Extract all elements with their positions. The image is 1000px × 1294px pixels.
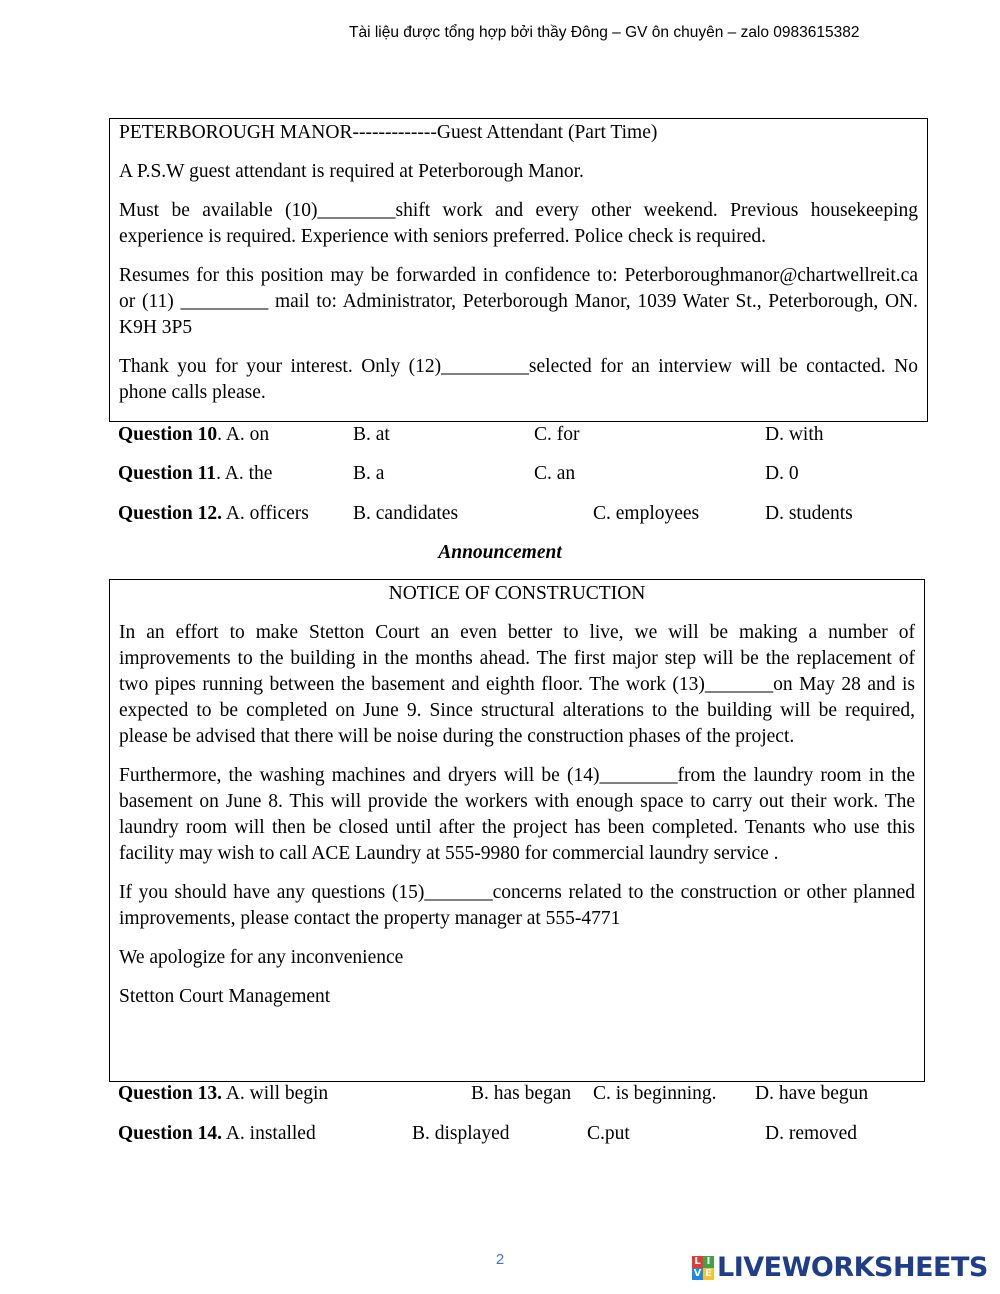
question-13-option-c[interactable]: C. is beginning. — [593, 1083, 717, 1104]
question-12-option-d[interactable]: D. students — [765, 503, 853, 524]
header-note: Tài liệu được tổng hợp bởi thầy Đông – GV ôn chuyên – zalo 0983615382 — [349, 24, 860, 41]
ad-paragraph-3: Resumes for this position may be forwarded in confidence to: Peterboroughmanor@chartwellreit.ca or (11) _________ mail to: Administrator, Peterborough Manor, 1039 Water St., Peterborough, ON. K9H 3P5 — [119, 265, 918, 338]
notice-signature: Stetton Court Management — [119, 986, 331, 1007]
notice-box — [109, 579, 925, 1082]
notice-paragraph-4: We apologize for any inconvenience — [119, 947, 404, 968]
notice-paragraph-3: If you should have any questions (15)_______concerns related to the construction or other planned improvements, please contact the property manager at 555-4771 — [119, 882, 915, 929]
liveworksheets-logo-text: LIVEWORKSHEETS — [717, 1252, 988, 1283]
question-11-row — [118, 461, 918, 487]
question-11-option-d[interactable]: D. 0 — [765, 463, 799, 484]
question-13-option-b[interactable]: B. has began — [471, 1083, 572, 1104]
liveworksheets-logo-icon: L I V E — [692, 1256, 714, 1280]
question-13-option-d[interactable]: D. have begun — [755, 1083, 869, 1104]
job-ad-box — [109, 118, 928, 422]
question-12-row — [118, 501, 918, 527]
question-10-row — [118, 422, 918, 448]
question-10-option-b[interactable]: B. at — [353, 424, 390, 445]
notice-heading: NOTICE OF CONSTRUCTION — [388, 583, 646, 604]
question-11-label: Question 11. A. the — [118, 463, 273, 484]
question-13-label: Question 13. A. will begin — [118, 1083, 329, 1104]
question-12-option-b[interactable]: B. candidates — [353, 503, 459, 524]
question-14-label: Question 14. A. installed — [118, 1123, 316, 1144]
question-11-option-b[interactable]: B. a — [353, 463, 385, 484]
question-14-row — [118, 1121, 918, 1147]
ad-paragraph-2: Must be available (10)________shift work and every other weekend. Previous housekeeping experience is required. Experience with seniors preferred. Police check is required. — [119, 200, 918, 247]
question-12-label: Question 12. A. officers — [118, 503, 309, 524]
question-10-option-c[interactable]: C. for — [534, 424, 580, 445]
liveworksheets-logo[interactable] — [692, 1252, 988, 1284]
question-10-option-d[interactable]: D. with — [765, 424, 824, 445]
question-12-option-c[interactable]: C. employees — [593, 503, 700, 524]
page-number: 2 — [495, 1251, 505, 1268]
notice-paragraph-1: In an effort to make Stetton Court an even better to live, we will be making a number of improvements to the building in the months ahead. The first major step will be the replacement of two pipes running between the basement and eighth floor. The work (13)_______on May 28 and is expected to be completed on June 9. Since structural alterations to the building will be required, please be advised that there will be noise during the construction phases of the project. — [119, 622, 915, 747]
question-14-option-d[interactable]: D. removed — [765, 1123, 858, 1144]
section-title-announcement: Announcement — [438, 542, 562, 563]
question-14-option-b[interactable]: B. displayed — [412, 1123, 510, 1144]
notice-paragraph-2: Furthermore, the washing machines and dryers will be (14)________from the laundry room in the basement on June 8. This will provide the workers with enough space to carry out their work. The laundry room will then be closed until after the project has been completed. Tenants who use this facility may wish to call ACE Laundry at 555-9980 for commercial laundry service . — [119, 765, 915, 864]
ad-paragraph-1: A P.S.W guest attendant is required at Peterborough Manor. — [119, 161, 584, 182]
question-14-option-c[interactable]: C.put — [587, 1123, 630, 1144]
ad-paragraph-4: Thank you for your interest. Only (12)_________selected for an interview will be contacted. No phone calls please. — [119, 356, 918, 403]
question-11-option-c[interactable]: C. an — [534, 463, 576, 484]
question-13-row — [118, 1081, 918, 1107]
ad-title-line: PETERBOROUGH MANOR-------------Guest Attendant (Part Time) — [119, 122, 658, 143]
question-10-label: Question 10. A. on — [118, 424, 270, 445]
